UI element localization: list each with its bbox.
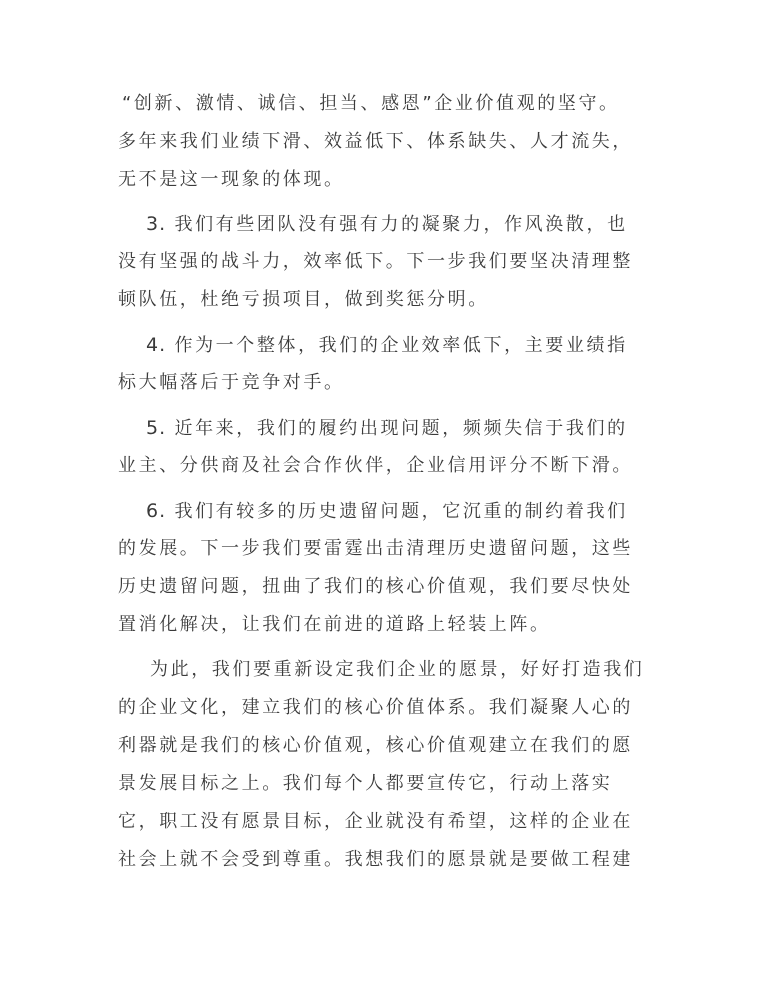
text-line: 没有坚强的战斗力，效率低下。下一步我们要坚决清理整: [118, 251, 633, 272]
text-line: 作为一个整体，我们的企业效率低下，主要业绩指: [174, 335, 628, 356]
text-line: 的企业文化，建立我们的核心价值体系。我们凝聚人心的: [118, 697, 633, 718]
list-item-number: 6.: [146, 500, 167, 522]
text-line: 利器就是我们的核心价值观，核心价值观建立在我们的愿: [118, 735, 633, 756]
text-line: 近年来，我们的履约出现问题，频频失信于我们的: [174, 418, 628, 439]
text-line: 置消化解决，让我们在前进的道路上轻装上阵。: [118, 614, 551, 635]
text-line: “创新、激情、诚信、担当、感恩”企业价值观的坚守。: [122, 93, 620, 114]
list-item-6-first-line: [146, 499, 686, 524]
text-line: 多年来我们业绩下滑、效益低下、体系缺失、人才流失，: [118, 131, 633, 152]
list-item-3-first-line: [146, 212, 686, 237]
list-item-5-first-line: [146, 416, 686, 441]
text-line: 的发展。下一步我们要雷霆出击清理历史遗留问题，这些: [118, 538, 633, 559]
text-line: 它，职工没有愿景目标，企业就没有希望，这样的企业在: [118, 811, 633, 832]
list-item-4-first-line: [146, 333, 686, 358]
list-item-number: 4.: [146, 334, 167, 356]
text-line: 顿队伍，杜绝亏损项目，做到奖惩分明。: [118, 289, 489, 310]
list-item-number: 5.: [146, 417, 167, 439]
text-line: 景发展目标之上。我们每个人都要宣传它，行动上落实: [118, 773, 613, 794]
text-line: 我们有些团队没有强有力的凝聚力，作风涣散，也: [174, 214, 628, 235]
text-line: 社会上就不会受到尊重。我想我们的愿景就是要做工程建: [118, 849, 633, 870]
text-line: 标大幅落后于竞争对手。: [118, 372, 345, 393]
text-line: 我们有较多的历史遗留问题，它沉重的制约着我们: [174, 501, 628, 522]
text-line: 为此，我们要重新设定我们企业的愿景，好好打造我们: [150, 659, 645, 680]
list-item-number: 3.: [146, 213, 167, 235]
text-line: 历史遗留问题，扭曲了我们的核心价值观，我们要尽快处: [118, 576, 633, 597]
text-line: 无不是这一现象的体现。: [118, 169, 345, 190]
text-line: 业主、分供商及社会合作伙伴，企业信用评分不断下滑。: [118, 455, 633, 476]
